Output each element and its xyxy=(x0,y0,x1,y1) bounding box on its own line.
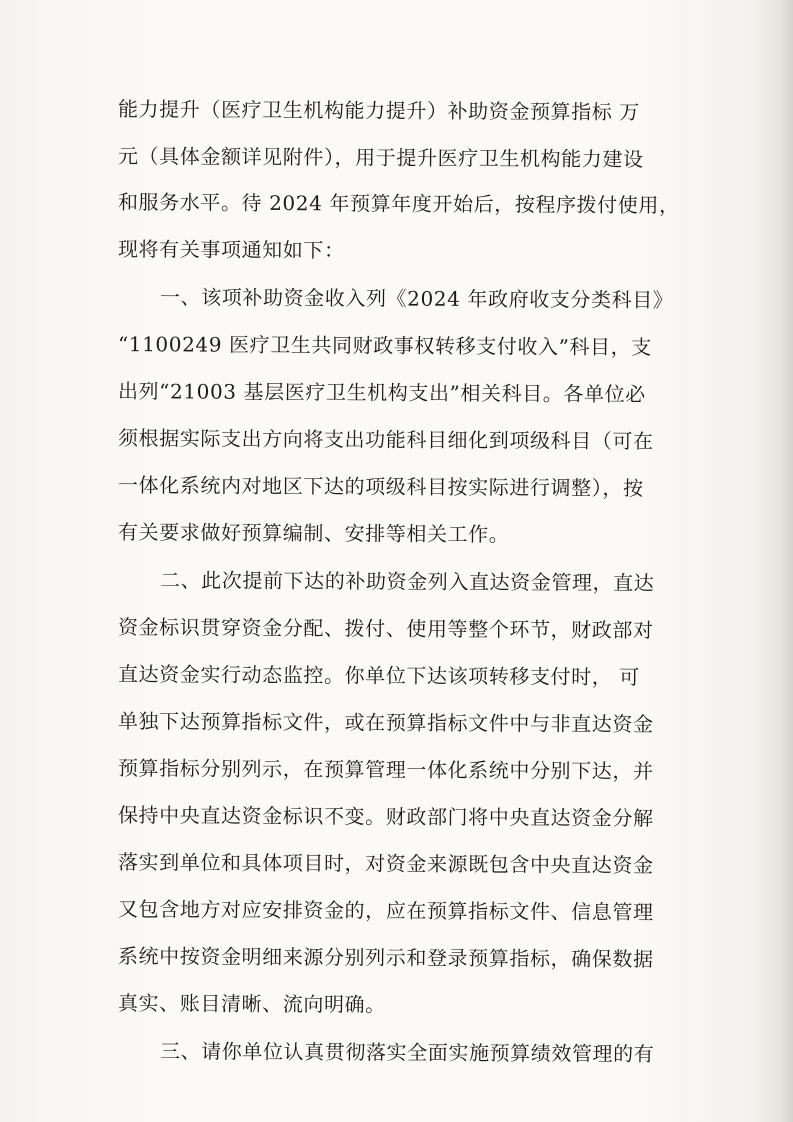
text-line-15: 预算指标分别列示，在预算管理一体化系统中分别下达，并 xyxy=(117,756,654,784)
text-line-8: 须根据实际支出方向将支出功能科目细化到项级科目（可在 xyxy=(117,426,654,454)
text-line-17: 落实到单位和具体项目时，对资金来源既包含中央直达资金 xyxy=(117,850,654,878)
text-line-18: 又包含地方对应安排资金的，应在预算指标文件、信息管理 xyxy=(117,897,654,925)
text-line-14: 单独下达预算指标文件，或在预算指标文件中与非直达资金 xyxy=(117,709,654,737)
text-line-16: 保持中央直达资金标识不变。财政部门将中央直达资金分解 xyxy=(117,803,654,831)
text-line-9: 一体化系统内对地区下达的项级科目按实际进行调整），按 xyxy=(117,473,644,501)
text-line-1: 能力提升（医疗卫生机构能力提升）补助资金预算指标 万 xyxy=(117,97,641,125)
text-line-7: 出列“21003 基层医疗卫生机构支出”相关科目。各单位必 xyxy=(117,379,646,407)
text-line-12: 资金标识贯穿资金分配、拨付、使用等整个环节，财政部对 xyxy=(117,615,654,643)
text-line-6: “1100249 医疗卫生共同财政事权转移支付收入”科目，支 xyxy=(117,332,652,360)
section-two-heading-line: 二、此次提前下达的补助资金列入直达资金管理，直达 xyxy=(159,568,655,596)
text-line-10: 有关要求做好预算编制、安排等相关工作。 xyxy=(117,520,510,547)
section-three-heading-line: 三、请你单位认真贯彻落实全面实施预算绩效管理的有 xyxy=(159,1039,655,1067)
text-line-3: 和服务水平。待 2024 年预算年度开始后，按程序拨付使用， xyxy=(117,190,680,218)
text-line-2: 元（具体金额详见附件），用于提升医疗卫生机构能力建设 xyxy=(117,144,644,172)
section-one-heading-line: 一、该项补助资金收入列《2024 年政府收支分类科目》 xyxy=(159,285,674,313)
text-line-20: 真实、账目清晰、流向明确。 xyxy=(117,991,386,1017)
text-line-19: 系统中按资金明细来源分别列示和登录预算指标，确保数据 xyxy=(117,944,654,972)
page-edge-shadow xyxy=(753,0,793,1122)
text-line-4: 现将有关事项通知如下： xyxy=(117,237,345,263)
text-line-13: 直达资金实行动态监控。你单位下达该项转移支付时， 可 xyxy=(117,662,641,690)
